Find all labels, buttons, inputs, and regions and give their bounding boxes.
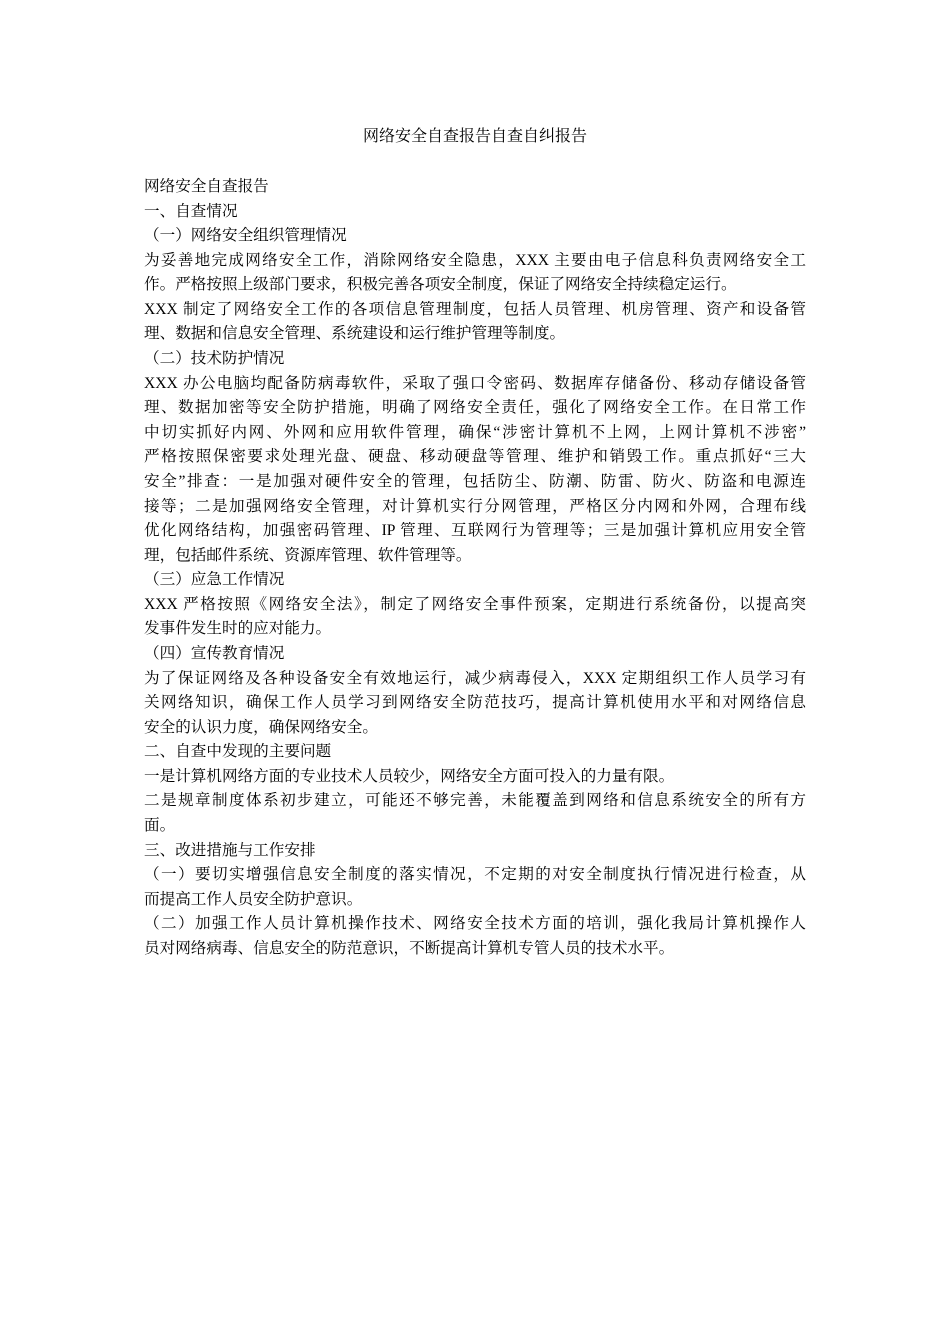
text-line: 严格按照保密要求处理光盘、硬盘、移动硬盘等管理、维护和销毁工作。重点抓好“三大 <box>144 448 806 466</box>
text-line: 三、改进措施与工作安排 <box>144 841 316 859</box>
text-line: （二）技术防护情况 <box>144 350 285 368</box>
text-line: 理，包括邮件系统、资源库管理、软件管理等。 <box>144 546 472 564</box>
text-line: XXX 办公电脑均配备防病毒软件，采取了强口令密码、数据库存储备份、移动存储设备管 <box>144 374 806 392</box>
text-line: 二、自查中发现的主要问题 <box>144 743 332 761</box>
text-line: 而提高工作人员安全防护意识。 <box>144 890 363 908</box>
text-line: （一）要切实增强信息安全制度的落实情况，不定期的对安全制度执行情况进行检查，从 <box>144 866 806 884</box>
text-line: 面。 <box>144 817 176 835</box>
text-line: XXX 制定了网络安全工作的各项信息管理制度，包括人员管理、机房管理、资产和设备管 <box>144 300 806 318</box>
text-line: 理、数据和信息安全管理、系统建设和运行维护管理等制度。 <box>144 325 566 343</box>
text-line: 二是规章制度体系初步建立，可能还不够完善，未能覆盖到网络和信息系统安全的所有方 <box>144 792 806 810</box>
text-line: 为了保证网络及各种设备安全有效地运行，减少病毒侵入，XXX 定期组织工作人员学习有 <box>144 669 806 687</box>
text-line: 网络安全自查报告 <box>144 178 269 195</box>
text-line: 一是计算机网络方面的专业技术人员较少，网络安全方面可投入的力量有限。 <box>144 767 675 785</box>
text-line: XXX 严格按照《网络安全法》，制定了网络安全事件预案，定期进行系统备份，以提高突 <box>144 595 806 613</box>
text-line: 发事件发生时的应对能力。 <box>144 620 332 638</box>
text-line: 员对网络病毒、信息安全的防范意识，不断提高计算机专管人员的技术水平。 <box>144 939 675 957</box>
text-line: 优化网络结构，加强密码管理、IP 管理、互联网行为管理等；三是加强计算机应用安全管 <box>144 522 806 540</box>
text-line: （二）加强工作人员计算机操作技术、网络安全技术方面的培训，强化我局计算机操作人 <box>144 915 806 933</box>
text-line: 接等；二是加强网络安全管理，对计算机实行分网管理，严格区分内网和外网，合理布线 <box>144 497 806 515</box>
text-line: 中切实抓好内网、外网和应用软件管理，确保“涉密计算机不上网，上网计算机不涉密” <box>144 423 806 441</box>
document-body <box>144 175 806 962</box>
text-line: 理、数据加密等安全防护措施，明确了网络安全责任，强化了网络安全工作。在日常工作 <box>144 399 806 417</box>
text-line: 为妥善地完成网络安全工作，消除网络安全隐患，XXX 主要由电子信息科负责网络安全工 <box>144 251 806 269</box>
document-title: 网络安全自查报告自查自纠报告 <box>362 128 587 145</box>
text-line: 关网络知识，确保工作人员学习到网络安全防范技巧，提高计算机使用水平和对网络信息 <box>144 694 806 712</box>
text-line: 安全”排查：一是加强对硬件安全的管理，包括防尘、防潮、防雷、防火、防盗和电源连 <box>144 472 806 490</box>
text-line: （三）应急工作情况 <box>144 571 285 589</box>
text-line: 一、自查情况 <box>144 202 238 220</box>
text-line: （四）宣传教育情况 <box>144 644 285 662</box>
text-line: 安全的认识力度，确保网络安全。 <box>144 718 378 736</box>
text-line: （一）网络安全组织管理情况 <box>144 227 347 245</box>
text-line: 作。严格按照上级部门要求，积极完善各项安全制度，保证了网络安全持续稳定运行。 <box>144 276 737 294</box>
